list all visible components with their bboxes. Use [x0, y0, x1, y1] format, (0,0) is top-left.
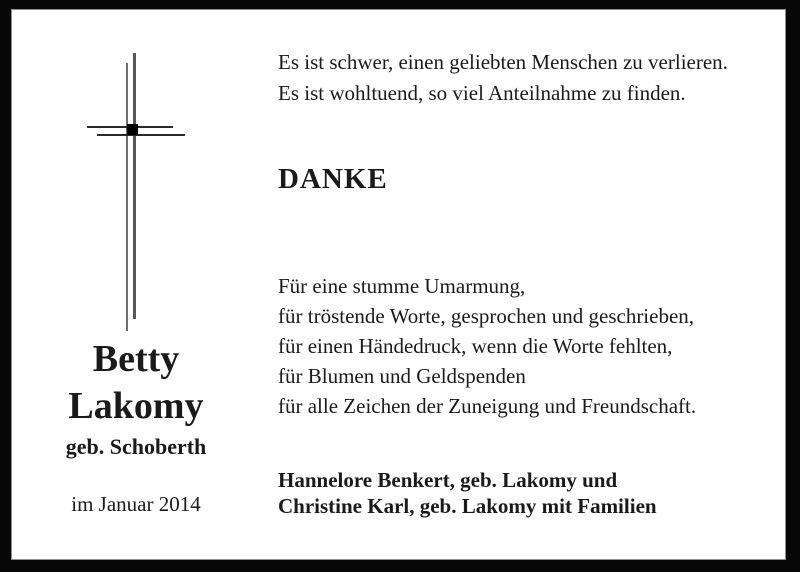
thanks-line-2: für tröstende Worte, gesprochen und geschrieben,	[278, 304, 695, 328]
cross-vertical-line-right	[133, 53, 136, 319]
deceased-name-block	[40, 336, 232, 462]
danke-heading: DANKE	[278, 163, 388, 195]
notice-sheet	[11, 9, 786, 560]
thanks-line-3: für einen Händedruck, wenn die Worte fehlten,	[278, 334, 673, 358]
cross-vertical-line-left	[126, 63, 128, 331]
thanks-line-1: Für eine stumme Umarmung,	[278, 274, 526, 298]
cross-horizontal-line-lower	[97, 134, 185, 136]
intro-block	[278, 47, 773, 109]
intro-line-1: Es ist schwer, einen geliebten Menschen zu verlieren.	[278, 50, 728, 74]
family-signature-block	[278, 468, 778, 519]
deceased-last-name: Lakomy	[68, 385, 204, 427]
intro-line-2: Es ist wohltuend, so viel Anteilnahme zu finden.	[278, 81, 686, 105]
family-line-2: Christine Karl, geb. Lakomy mit Familien	[278, 493, 657, 518]
deceased-first-name: Betty	[92, 338, 180, 380]
thanks-line-5: für alle Zeichen der Zuneigung und Freundschaft.	[278, 394, 697, 418]
date-line: im Januar 2014	[71, 492, 201, 516]
family-line-1: Hannelore Benkert, geb. Lakomy und	[278, 468, 618, 492]
thanks-block	[278, 271, 778, 421]
deceased-maiden-name: geb. Schoberth	[65, 434, 207, 459]
thanks-line-4: für Blumen und Geldspenden	[278, 364, 526, 388]
cross-center-square	[127, 124, 138, 135]
